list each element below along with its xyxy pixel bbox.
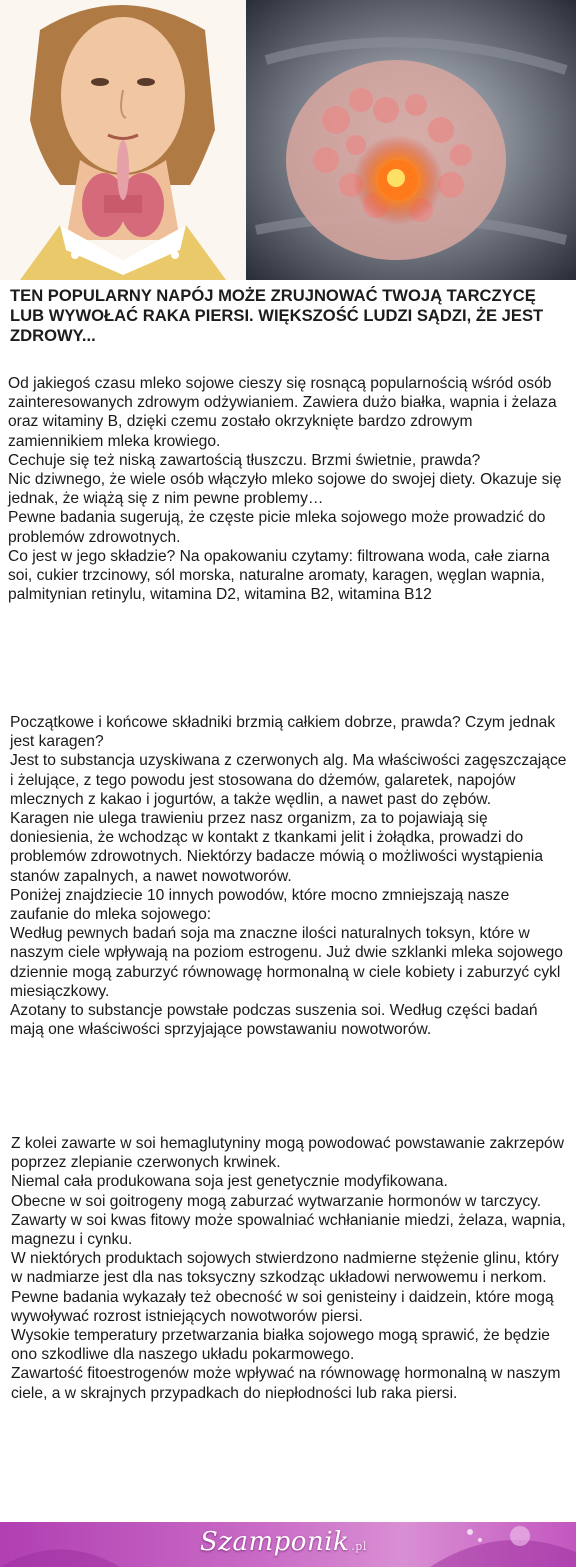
article-section-2	[10, 713, 572, 1039]
logo-suffix: .pl	[351, 1540, 367, 1553]
paragraph: Obecne w soi goitrogeny mogą zaburzać wytwarzanie hormonów w tarczycy.	[11, 1192, 542, 1210]
paragraph: Poniżej znajdziecie 10 innych powodów, które mocno zmniejszają nasze zaufanie do mleka sojowego:	[10, 886, 510, 924]
paragraph: Jest to substancja uzyskiwana z czerwonych alg. Ma właściwości zagęszczające i żelujące, z tego powodu jest stosowana do dżemów, galaretek, napojów mlecznych z kakao i jogurtów, a także wędlin, a nawet past do zębów.	[10, 752, 567, 808]
paragraph: Azotany to substancje powstałe podczas suszenia soi. Według części badań mają one właściwości sprzyjające powstawaniu nowotworów.	[10, 1002, 538, 1039]
article-section-1	[8, 374, 570, 604]
paragraph: Z kolei zawarte w soi hemaglutyniny mogą powodować powstawanie zakrzepów poprzez zlepianie czerwonych krwinek.	[11, 1135, 564, 1172]
paragraph: Pewne badania wykazały też obecność w soi genisteiny i daidzein, które mogą wywoływać rozrost istniejących nowotworów piersi.	[11, 1288, 554, 1325]
breast-tumor-illustration	[246, 0, 576, 280]
paragraph: Początkowe i końcowe składniki brzmią całkiem dobrze, prawda? Czym jednak jest karagen?	[10, 714, 556, 751]
paragraph: Od jakiegoś czasu mleko sojowe cieszy się rosnącą popularnością wśród osób zainteresowanych zdrowym odżywianiem. Zawiera dużo białka, wapnia i żelaza oraz witaminy B, dzięki czemu zostało okrzyknięte bardzo zdrowym zamiennikiem mleka krowiego.	[8, 375, 557, 450]
paragraph: Wysokie temperatury przetwarzania białka sojowego mogą sprawić, że będzie ono szkodliwe dla naszego układu pokarmowego.	[11, 1327, 550, 1364]
breast-anatomy-image	[246, 0, 576, 280]
woman-thyroid-image	[0, 0, 246, 280]
article-headline: TEN POPULARNY NAPÓJ MOŻE ZRUJNOWAĆ TWOJĄ TARCZYCĘ LUB WYWOŁAĆ RAKA PIERSI. WIĘKSZOŚĆ LUDZI SĄDZI, ŻE JEST ZDROWY...	[10, 286, 544, 345]
thyroid-illustration	[0, 0, 246, 280]
site-logo[interactable]	[200, 1527, 367, 1557]
paragraph: Zawarty w soi kwas fitowy może spowalniać wchłanianie miedzi, żelaza, wapnia, magnezu i cynku.	[11, 1211, 566, 1249]
paragraph: Według pewnych badań soja ma znaczne ilości naturalnych toksyn, które w naszym ciele wpływają na poziom estrogenu. Już dwie szklanki mleka sojowego dziennie mogą zaburzyć równowagę hormonalną w ciele kobiety i zaburzyć cykl miesiączkowy.	[10, 925, 563, 1000]
paragraph: Karagen nie ulega trawieniu przez nasz organizm, za to pojawiają się doniesienia, że wchodząc w kontakt z tkankami jelit i żołądka, prowadzi do problemów zdrowotnych. Niektórzy badacze mówią o możliwości wystąpienia stanów zapalnych, a nawet nowotworów.	[10, 810, 544, 885]
site-footer-banner	[0, 1522, 576, 1567]
article-section-3	[11, 1134, 573, 1403]
paragraph: Cechuje się też niską zawartością tłuszczu. Brzmi świetnie, prawda?	[8, 451, 481, 469]
paragraph: W niektórych produktach sojowych stwierdzono nadmierne stężenie glinu, który w nadmiarze jest dla nas toksyczny szkodząc układowi nerwowemu i nerkom.	[11, 1250, 559, 1287]
paragraph: Niemal cała produkowana soja jest genetycznie modyfikowana.	[11, 1173, 448, 1191]
paragraph: Nic dziwnego, że wiele osób włączyło mleko sojowe do swojej diety. Okazuje się jednak, że wiążą się z nim pewne problemy…	[8, 471, 562, 508]
paragraph: Zawartość fitoestrogenów może wpływać na równowagę hormonalną w naszym ciele, a w skrajnych przypadkach do niepłodności lub raka piersi.	[11, 1365, 561, 1402]
hero-images	[0, 0, 576, 280]
logo-text: Szamponik	[200, 1527, 350, 1557]
paragraph: Pewne badania sugerują, że częste picie mleka sojowego może prowadzić do problemów zdrowotnych.	[8, 509, 546, 546]
paragraph: Co jest w jego składzie? Na opakowaniu czytamy: filtrowana woda, całe ziarna soi, cukier trzcinowy, sól morska, naturalne aromaty, karagen, węglan wapnia, palmitynian retinylu, witamina D2, witamina B2, witamina B12	[8, 547, 550, 604]
face-silhouette-icon	[510, 1526, 530, 1546]
